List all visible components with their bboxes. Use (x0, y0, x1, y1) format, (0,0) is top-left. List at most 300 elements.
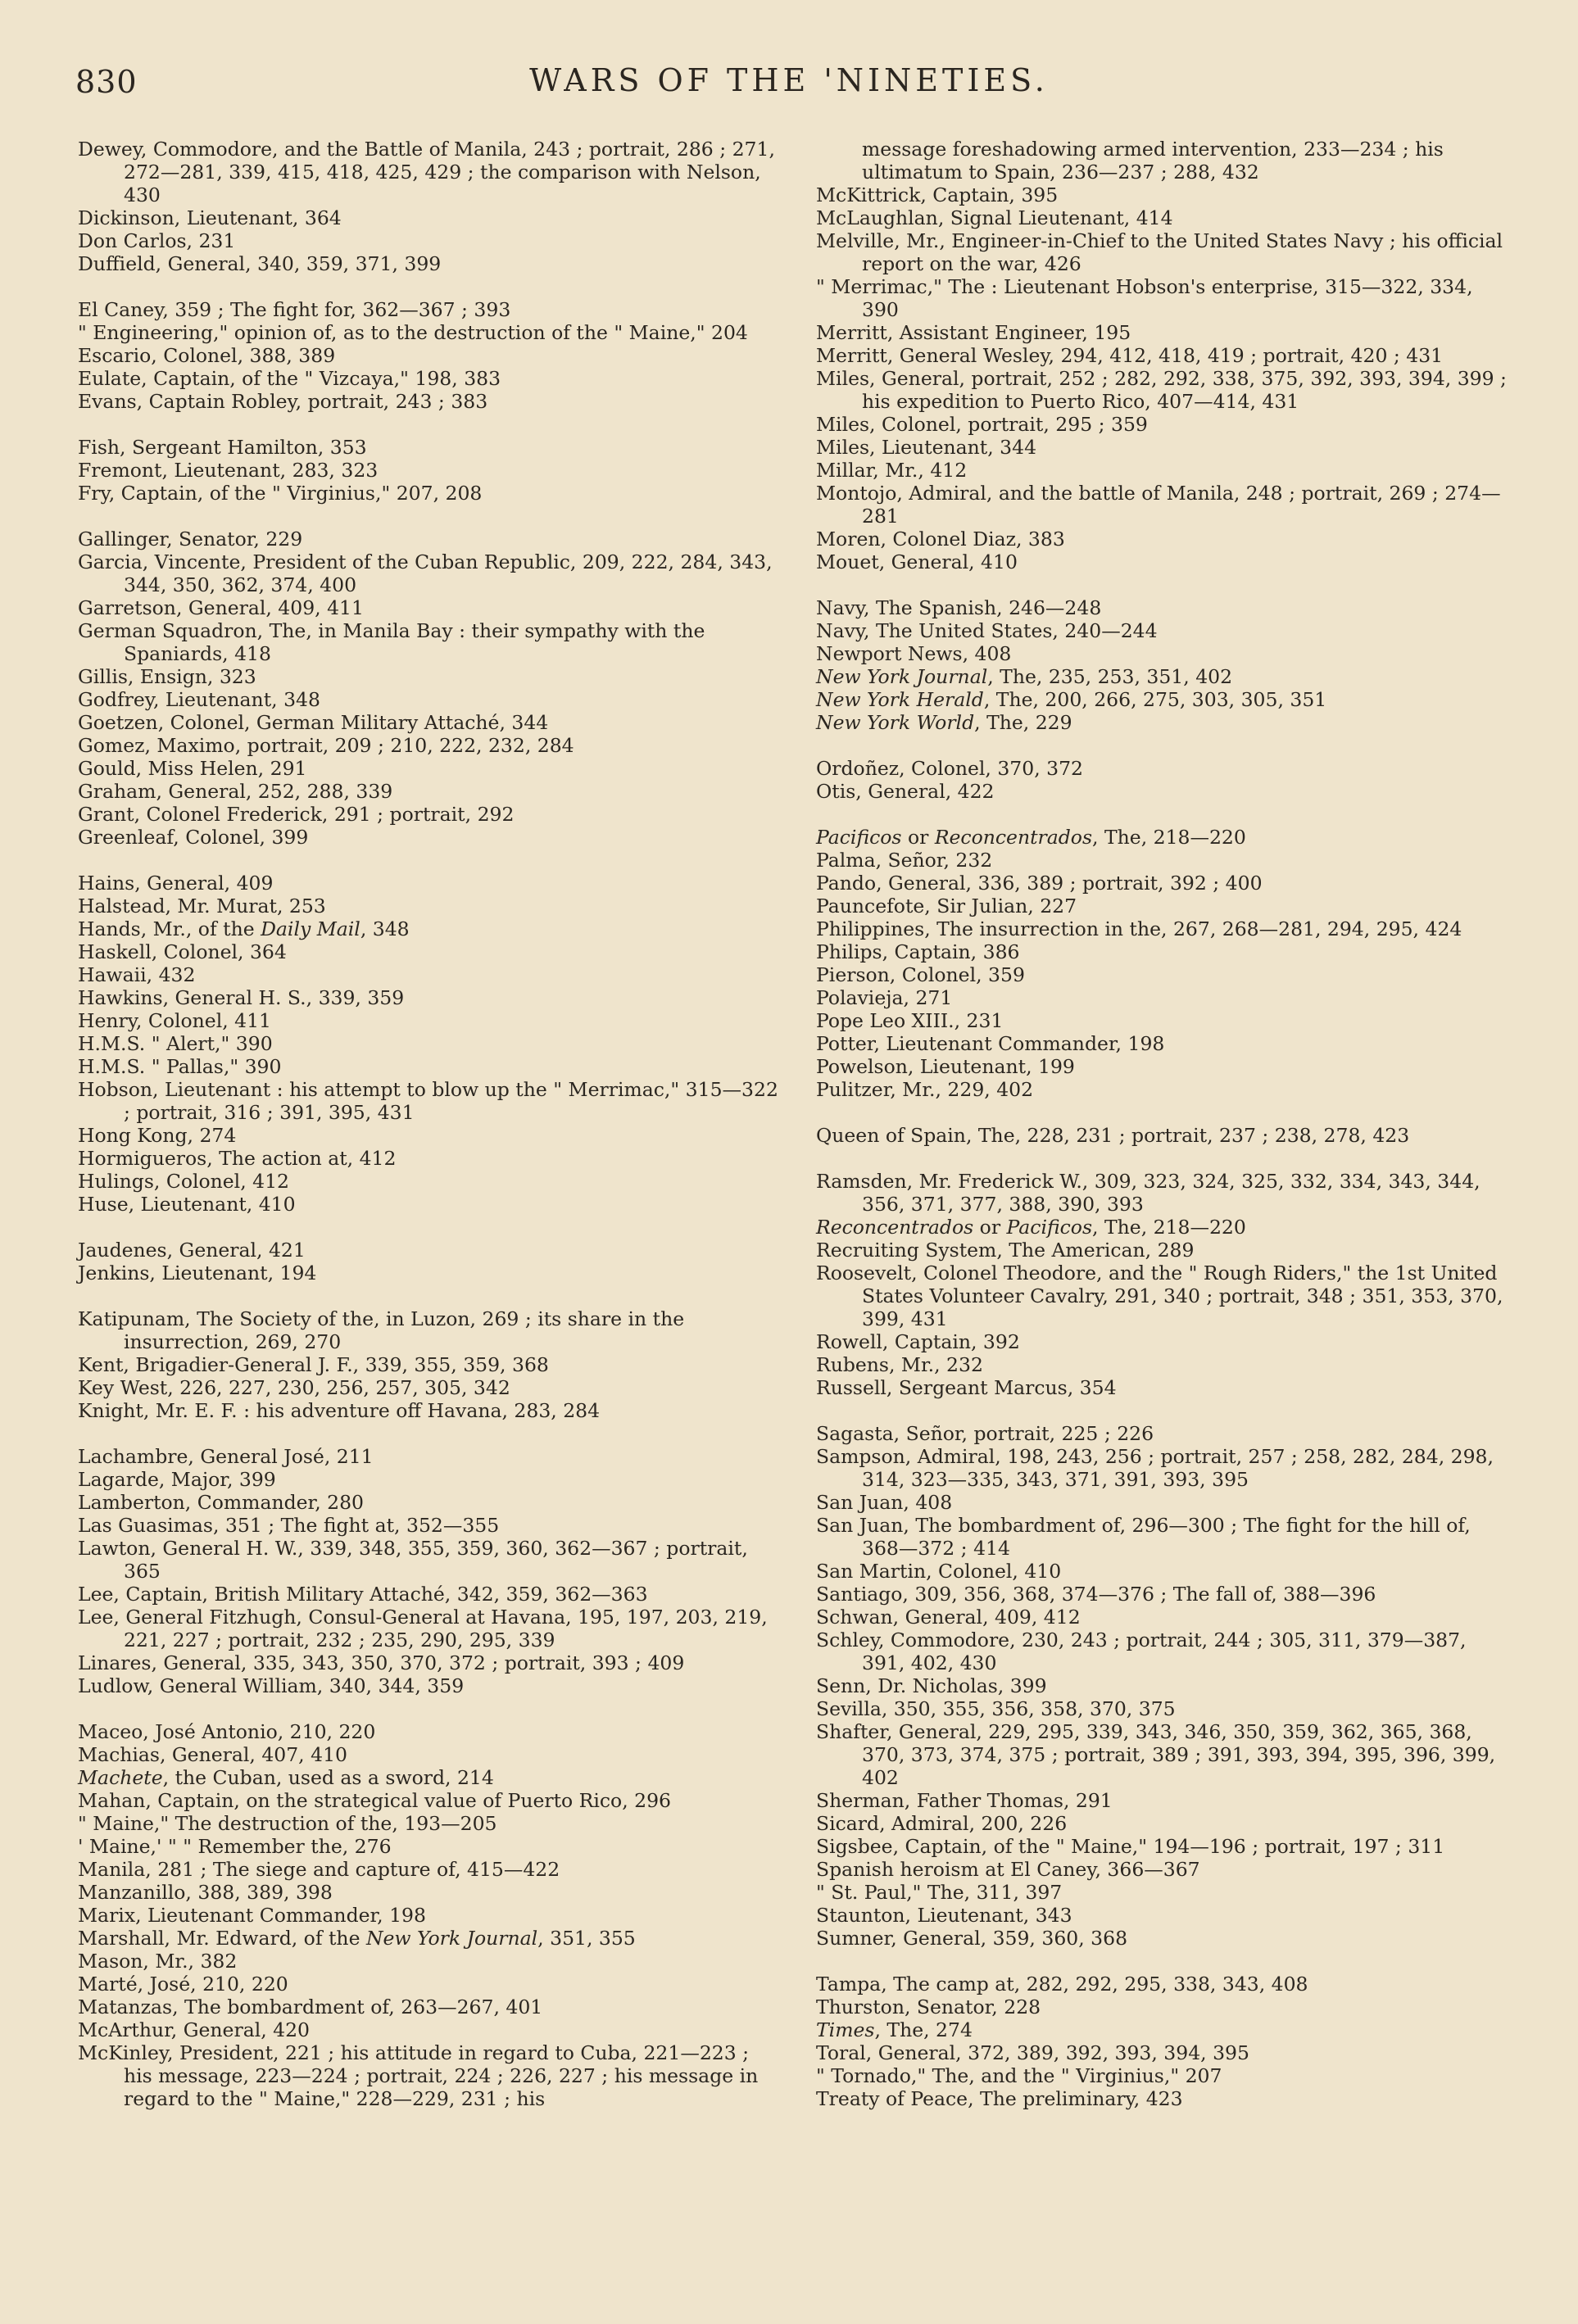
entry-text: Sumner, General, 359, 360, 368 (816, 1927, 1128, 1950)
entry-text: Moren, Colonel Diaz, 383 (816, 528, 1065, 550)
index-entry (78, 1789, 782, 1812)
entry-text: Fish, Sergeant Hamilton, 353 (78, 436, 367, 459)
entry-text: Gould, Miss Helen, 291 (78, 757, 307, 780)
entry-text: Recruiting System, The American, 289 (816, 1239, 1195, 1262)
index-entry (78, 1537, 782, 1583)
entry-italic-title: Machete (78, 1766, 163, 1789)
entry-text-after: , The, 200, 266, 275, 303, 305, 351 (983, 688, 1327, 711)
entry-text: Hong Kong, 274 (78, 1124, 237, 1147)
index-entry (78, 1927, 782, 1950)
index-entry (78, 550, 782, 596)
entry-text: " Tornado," The, and the " Virginius," 207 (816, 2064, 1222, 2087)
entry-text: Toral, General, 372, 389, 392, 393, 394, 395 (816, 2041, 1249, 2064)
entry-text: Evans, Captain Robley, portrait, 243 ; 383 (78, 390, 488, 413)
index-entry (816, 1583, 1511, 1606)
entry-text: Navy, The Spanish, 246—248 (816, 596, 1102, 619)
index-entry (78, 459, 782, 482)
entry-text: Katipunam, The Society of the, in Luzon, 269 ; its share in the insurrection, 269, 270 (78, 1307, 685, 1353)
entry-text: Senn, Dr. Nicholas, 399 (816, 1674, 1047, 1697)
entry-text: Eulate, Captain, of the " Vizcaya," 198, 383 (78, 367, 501, 390)
entry-text: Mason, Mr., 382 (78, 1950, 238, 1973)
index-entry (78, 1468, 782, 1491)
entry-text: Merritt, General Wesley, 294, 412, 418, 419 ; portrait, 420 ; 431 (816, 344, 1444, 367)
index-entry (78, 138, 782, 206)
index-entry (78, 1055, 782, 1078)
entry-text: Las Guasimas, 351 ; The fight at, 352—355 (78, 1514, 500, 1537)
index-entry (816, 596, 1511, 619)
index-entry (78, 963, 782, 986)
index-entry (816, 528, 1511, 550)
section-gap (78, 849, 782, 872)
entry-text: Jenkins, Lieutenant, 194 (78, 1262, 317, 1284)
index-entry (78, 1032, 782, 1055)
entry-text: Marix, Lieutenant Commander, 198 (78, 1904, 426, 1927)
page-number: 830 (75, 64, 138, 100)
index-entry (78, 1491, 782, 1514)
index-entry (816, 1835, 1511, 1858)
index-entry (816, 917, 1511, 940)
entry-text: Treaty of Peace, The preliminary, 423 (816, 2087, 1183, 2110)
index-entry (78, 826, 782, 849)
entry-text: Pando, General, 336, 389 ; portrait, 392 ; 400 (816, 872, 1263, 895)
entry-text: Garretson, General, 409, 411 (78, 596, 364, 619)
entry-text-after: or (973, 1216, 1007, 1239)
index-entry (78, 1583, 782, 1606)
index-entry (78, 1720, 782, 1743)
entry-text: Navy, The United States, 240—244 (816, 619, 1158, 642)
index-entry (816, 963, 1511, 986)
index-entry (816, 1514, 1511, 1560)
entry-text: Mouet, General, 410 (816, 550, 1018, 573)
index-entry (816, 138, 1511, 183)
entry-text: San Juan, The bombardment of, 296—300 ; The fight for the hill of, 368—372 ; 414 (816, 1514, 1471, 1560)
index-entry (816, 1491, 1511, 1514)
entry-italic-title: Daily Mail (261, 917, 360, 940)
entry-text: Hains, General, 409 (78, 872, 274, 895)
index-entry (78, 1009, 782, 1032)
entry-text: Garcia, Vincente, President of the Cuban Republic, 209, 222, 284, 343, 344, 350, 362, 374, 400 (78, 550, 773, 596)
entry-text: Gallinger, Senator, 229 (78, 528, 303, 550)
entry-text: McLaughlan, Signal Lieutenant, 414 (816, 206, 1173, 229)
entry-text: Spanish heroism at El Caney, 366—367 (816, 1858, 1200, 1881)
entry-text: ' Maine,' " " Remember the, 276 (78, 1835, 392, 1858)
entry-text: Marshall, Mr. Edward, of the (78, 1927, 366, 1950)
entry-text: Newport News, 408 (816, 642, 1012, 665)
section-gap (816, 734, 1511, 757)
section-gap (78, 1284, 782, 1307)
index-entry (816, 229, 1511, 275)
index-entry (78, 2041, 782, 2110)
index-entry (816, 1009, 1511, 1032)
entry-text: Sampson, Admiral, 198, 243, 256 ; portrait, 257 ; 258, 282, 284, 298, 314, 323—335, 343, 371, 391, 393, 395 (816, 1445, 1494, 1491)
index-entry (78, 367, 782, 390)
entry-text: McKittrick, Captain, 395 (816, 183, 1059, 206)
entry-text: Rowell, Captain, 392 (816, 1330, 1020, 1353)
entry-text: Knight, Mr. E. F. : his adventure off Havana, 283, 284 (78, 1399, 601, 1422)
entry-text: Lee, General Fitzhugh, Consul-General at Havana, 195, 197, 203, 219, 221, 227 ; portrait, 232 ; 235, 290, 295, 339 (78, 1606, 768, 1651)
section-gap (78, 413, 782, 436)
entry-text: Miles, Lieutenant, 344 (816, 436, 1037, 459)
entry-text: Ordoñez, Colonel, 370, 372 (816, 757, 1083, 780)
index-entry (816, 1858, 1511, 1881)
index-entry (816, 757, 1511, 780)
entry-text: Maceo, José Antonio, 210, 220 (78, 1720, 376, 1743)
index-entry (78, 1124, 782, 1147)
entry-text: Haskell, Colonel, 364 (78, 940, 287, 963)
entry-text: Palma, Señor, 232 (816, 849, 993, 872)
index-entry (816, 1170, 1511, 1216)
index-entry (78, 252, 782, 275)
index-entry (78, 1606, 782, 1651)
entry-text: Powelson, Lieutenant, 199 (816, 1055, 1075, 1078)
index-entry (816, 1055, 1511, 1078)
entry-text: Sagasta, Señor, portrait, 225 ; 226 (816, 1422, 1154, 1445)
index-entry (816, 1973, 1511, 1996)
index-entry (78, 757, 782, 780)
index-entry (816, 550, 1511, 573)
index-entry (78, 780, 782, 803)
index-entry (78, 1307, 782, 1353)
entry-text: Philips, Captain, 386 (816, 940, 1020, 963)
entry-text: Lee, Captain, British Military Attaché, 342, 359, 362—363 (78, 1583, 648, 1606)
index-entry (816, 872, 1511, 895)
entry-text: Lawton, General H. W., 339, 348, 355, 359, 360, 362—367 ; portrait, 365 (78, 1537, 748, 1583)
entry-text: Henry, Colonel, 411 (78, 1009, 272, 1032)
index-entry (816, 1078, 1511, 1101)
index-entry (816, 1812, 1511, 1835)
index-entry (78, 619, 782, 665)
entry-text: Millar, Mr., 412 (816, 459, 968, 482)
entry-text-after: , 351, 355 (537, 1927, 636, 1950)
entry-text: Thurston, Senator, 228 (816, 1996, 1041, 2018)
section-gap (816, 803, 1511, 826)
index-entry (816, 1720, 1511, 1789)
entry-text: Goetzen, Colonel, German Military Attaché, 344 (78, 711, 549, 734)
entry-text: Greenleaf, Colonel, 399 (78, 826, 309, 849)
index-entry (816, 688, 1511, 711)
entry-text: " Merrimac," The : Lieutenant Hobson's enterprise, 315—322, 334, 390 (816, 275, 1473, 321)
index-entry (78, 436, 782, 459)
index-entry (816, 344, 1511, 367)
entry-text: Matanzas, The bombardment of, 263—267, 401 (78, 1996, 543, 2018)
index-entry (816, 482, 1511, 528)
entry-text: Sicard, Admiral, 200, 226 (816, 1812, 1068, 1835)
index-entry (816, 1239, 1511, 1262)
index-entry (816, 1032, 1511, 1055)
index-entry (816, 183, 1511, 206)
index-entry (816, 665, 1511, 688)
index-entry (78, 206, 782, 229)
entry-text: San Martin, Colonel, 410 (816, 1560, 1062, 1583)
section-gap (816, 1399, 1511, 1422)
index-entry (816, 2064, 1511, 2087)
entry-text: Fremont, Lieutenant, 283, 323 (78, 459, 379, 482)
entry-text: Godfrey, Lieutenant, 348 (78, 688, 320, 711)
index-entry (816, 1262, 1511, 1330)
entry-text: Graham, General, 252, 288, 339 (78, 780, 393, 803)
entry-text: Hulings, Colonel, 412 (78, 1170, 289, 1193)
entry-text: Lamberton, Commander, 280 (78, 1491, 364, 1514)
entry-italic-title: Reconcentrados (934, 826, 1093, 849)
index-entry (78, 917, 782, 940)
index-entry (78, 1674, 782, 1697)
index-entry (816, 1697, 1511, 1720)
index-entry (816, 1881, 1511, 1904)
index-entry (78, 895, 782, 917)
index-entry (816, 1560, 1511, 1583)
index-entry (816, 1445, 1511, 1491)
index-entry (78, 688, 782, 711)
entry-text: Queen of Spain, The, 228, 231 ; portrait, 237 ; 238, 278, 423 (816, 1124, 1410, 1147)
entry-text: Rubens, Mr., 232 (816, 1353, 983, 1376)
entry-italic-title: Times (816, 2018, 875, 2041)
section-gap (816, 1950, 1511, 1973)
entry-text: Key West, 226, 227, 230, 256, 257, 305, 342 (78, 1376, 510, 1399)
index-entry (78, 1881, 782, 1904)
section-gap (816, 1101, 1511, 1124)
entry-text: Manzanillo, 388, 389, 398 (78, 1881, 333, 1904)
entry-text: Hobson, Lieutenant : his attempt to blow up the " Merrimac," 315—322 ; portrait, 316 ; 391, 395, 431 (78, 1078, 778, 1124)
entry-text: McKinley, President, 221 ; his attitude in regard to Cuba, 221—223 ; his message, 223—224 ; portrait, 224 ; 226, 227 ; his message in regard to the " Maine," 228—229, 231 ; his (78, 2041, 759, 2110)
index-entry (816, 367, 1511, 413)
entry-text: Hormigueros, The action at, 412 (78, 1147, 397, 1170)
entry-text: Schwan, General, 409, 412 (816, 1606, 1081, 1629)
section-gap (816, 573, 1511, 596)
index-entry (816, 1996, 1511, 2018)
entry-text: McArthur, General, 420 (78, 2018, 311, 2041)
entry-text: Gillis, Ensign, 323 (78, 665, 256, 688)
entry-text: Sigsbee, Captain, of the " Maine," 194—196 ; portrait, 197 ; 311 (816, 1835, 1445, 1858)
entry-text: Sevilla, 350, 355, 356, 358, 370, 375 (816, 1697, 1176, 1720)
entry-italic-title: New York Journal (365, 1927, 538, 1950)
index-entry (78, 390, 782, 413)
index-entry (816, 711, 1511, 734)
index-entry (816, 2018, 1511, 2041)
index-entry (78, 1812, 782, 1835)
entry-text: Polavieja, 271 (816, 986, 953, 1009)
index-entry (78, 321, 782, 344)
entry-text: Roosevelt, Colonel Theodore, and the " Rough Riders," the 1st United States Volunteer Cavalry, 291, 340 ; portrait, 348 ; 351, 353, 370, 399, 431 (816, 1262, 1503, 1330)
index-entry (816, 1330, 1511, 1353)
index-entry (78, 1996, 782, 2018)
entry-text: Gomez, Maximo, portrait, 209 ; 210, 222, 232, 284 (78, 734, 574, 757)
entry-italic-title: New York Herald (816, 688, 984, 711)
index-entry (78, 986, 782, 1009)
index-entry (78, 1858, 782, 1881)
index-entry (78, 1950, 782, 1973)
index-entry (816, 940, 1511, 963)
entry-text: Lagarde, Major, 399 (78, 1468, 276, 1491)
entry-text: Escario, Colonel, 388, 389 (78, 344, 336, 367)
index-entry (816, 1353, 1511, 1376)
entry-text: Schley, Commodore, 230, 243 ; portrait, 244 ; 305, 311, 379—387, 391, 402, 430 (816, 1629, 1467, 1674)
entry-text-after: , the Cuban, used as a sword, 214 (162, 1766, 494, 1789)
entry-text: Dewey, Commodore, and the Battle of Manila, 243 ; portrait, 286 ; 271, 272—281, 339, 415, 418, 425, 429 ; the comparison with Nelson, 430 (78, 138, 775, 206)
entry-text: Otis, General, 422 (816, 780, 995, 803)
index-entry (78, 1651, 782, 1674)
entry-text: Machias, General, 407, 410 (78, 1743, 347, 1766)
entry-text: Hawaii, 432 (78, 963, 196, 986)
index-entry (816, 1216, 1511, 1239)
entry-text-after: , The, 274 (874, 2018, 973, 2041)
index-entry (78, 528, 782, 550)
index-entry (78, 1445, 782, 1468)
entry-text: Kent, Brigadier-General J. F., 339, 355, 359, 368 (78, 1353, 549, 1376)
entry-text: H.M.S. " Alert," 390 (78, 1032, 273, 1055)
entry-text: message foreshadowing armed intervention, 233—234 ; his ultimatum to Spain, 236—237 ; 288, 432 (862, 138, 1444, 183)
index-entry (78, 344, 782, 367)
entry-text: Miles, Colonel, portrait, 295 ; 359 (816, 413, 1148, 436)
entry-text: Ramsden, Mr. Frederick W., 309, 323, 324, 325, 332, 334, 343, 344, 356, 371, 377, 388, 390, 393 (816, 1170, 1481, 1216)
index-entry (816, 895, 1511, 917)
entry-text: Staunton, Lieutenant, 343 (816, 1904, 1072, 1927)
index-entry (816, 413, 1511, 436)
index-entry (78, 229, 782, 252)
entry-text: San Juan, 408 (816, 1491, 953, 1514)
entry-text: Sherman, Father Thomas, 291 (816, 1789, 1113, 1812)
entry-text: " Engineering," opinion of, as to the destruction of the " Maine," 204 (78, 321, 748, 344)
index-column-left (78, 138, 782, 2110)
index-entry (816, 1124, 1511, 1147)
entry-text: German Squadron, The, in Manila Bay : their sympathy with the Spaniards, 418 (78, 619, 705, 665)
index-entry (78, 711, 782, 734)
index-entry (78, 665, 782, 688)
entry-text: Pierson, Colonel, 359 (816, 963, 1025, 986)
index-entry (78, 1835, 782, 1858)
entry-text: Huse, Lieutenant, 410 (78, 1193, 296, 1216)
entry-text: Don Carlos, 231 (78, 229, 236, 252)
index-entry (78, 1514, 782, 1537)
index-entry (78, 1078, 782, 1124)
entry-text-after: , 348 (360, 917, 410, 940)
entry-text: H.M.S. " Pallas," 390 (78, 1055, 282, 1078)
index-entry (816, 1904, 1511, 1927)
entry-text: Duffield, General, 340, 359, 371, 399 (78, 252, 442, 275)
index-entry (816, 1927, 1511, 1950)
index-entry (78, 1399, 782, 1422)
entry-text: Merritt, Assistant Engineer, 195 (816, 321, 1131, 344)
index-entry (816, 1606, 1511, 1629)
index-entry (816, 849, 1511, 872)
section-gap (78, 1216, 782, 1239)
index-entry (78, 1147, 782, 1170)
index-entry (816, 619, 1511, 642)
entry-italic-title: New York World (816, 711, 975, 734)
section-gap (78, 1422, 782, 1445)
entry-text: Marté, José, 210, 220 (78, 1973, 288, 1996)
index-entry (816, 1789, 1511, 1812)
index-entry (78, 1973, 782, 1996)
index-entry (78, 940, 782, 963)
entry-text: Halstead, Mr. Murat, 253 (78, 895, 326, 917)
entry-text: Pope Leo XIII., 231 (816, 1009, 1004, 1032)
entry-text: Montojo, Admiral, and the battle of Manila, 248 ; portrait, 269 ; 274—281 (816, 482, 1501, 528)
index-entry (78, 298, 782, 321)
index-entry (78, 1376, 782, 1399)
entry-text: Santiago, 309, 356, 368, 374—376 ; The fall of, 388—396 (816, 1583, 1376, 1606)
index-entry (816, 321, 1511, 344)
entry-text: Pulitzer, Mr., 229, 402 (816, 1078, 1034, 1101)
entry-text: Tampa, The camp at, 282, 292, 295, 338, 343, 408 (816, 1973, 1308, 1996)
entry-text: Philippines, The insurrection in the, 267, 268—281, 294, 295, 424 (816, 917, 1462, 940)
index-entry (816, 826, 1511, 849)
entry-text-after: , The, 218—220 (1092, 826, 1246, 849)
section-gap (816, 1147, 1511, 1170)
index-entry (816, 986, 1511, 1009)
index-entry (816, 1674, 1511, 1697)
index-entry (78, 482, 782, 505)
entry-text: Potter, Lieutenant Commander, 198 (816, 1032, 1165, 1055)
index-entry (78, 1170, 782, 1193)
entry-text: Jaudenes, General, 421 (78, 1239, 306, 1262)
index-entry (816, 1422, 1511, 1445)
index-entry (78, 1743, 782, 1766)
entry-text: Pauncefote, Sir Julian, 227 (816, 895, 1077, 917)
index-entry (78, 596, 782, 619)
index-entry (78, 2018, 782, 2041)
index-entry (816, 275, 1511, 321)
entry-text: Fry, Captain, of the " Virginius," 207, 208 (78, 482, 483, 505)
entry-text: Melville, Mr., Engineer-in-Chief to the United States Navy ; his official report on the war, 426 (816, 229, 1503, 275)
section-gap (78, 1697, 782, 1720)
index-entry (78, 1239, 782, 1262)
index-entry (78, 803, 782, 826)
entry-italic-title: New York Journal (816, 665, 988, 688)
index-entry (816, 459, 1511, 482)
index-entry (816, 780, 1511, 803)
index-entry (816, 1629, 1511, 1674)
entry-text: Lachambre, General José, 211 (78, 1445, 374, 1468)
section-gap (78, 505, 782, 528)
index-entry (78, 1353, 782, 1376)
entry-text: Linares, General, 335, 343, 350, 370, 372 ; portrait, 393 ; 409 (78, 1651, 685, 1674)
entry-text: Hawkins, General H. S., 339, 359 (78, 986, 405, 1009)
index-entry (816, 642, 1511, 665)
index-entry (816, 2041, 1511, 2064)
entry-text: Russell, Sergeant Marcus, 354 (816, 1376, 1117, 1399)
entry-italic-title: Pacificos (1006, 1216, 1093, 1239)
entry-italic-title: Reconcentrados (816, 1216, 974, 1239)
entry-text-after: , The, 229 (974, 711, 1072, 734)
entry-text-after: or (901, 826, 935, 849)
index-entry (78, 1262, 782, 1284)
entry-text: " St. Paul," The, 311, 397 (816, 1881, 1063, 1904)
index-entry (816, 2087, 1511, 2110)
running-head: WARS OF THE 'NINETIES. (529, 62, 1049, 98)
index-entry (78, 872, 782, 895)
entry-text: Manila, 281 ; The siege and capture of, 415—422 (78, 1858, 560, 1881)
entry-text: El Caney, 359 ; The fight for, 362—367 ; 393 (78, 298, 511, 321)
entry-text: Ludlow, General William, 340, 344, 359 (78, 1674, 465, 1697)
section-gap (78, 275, 782, 298)
entry-text: Dickinson, Lieutenant, 364 (78, 206, 342, 229)
index-column-right (816, 138, 1511, 2110)
index-entry (78, 1193, 782, 1216)
index-entry (78, 1904, 782, 1927)
entry-italic-title: Pacificos (816, 826, 902, 849)
index-entry (816, 1376, 1511, 1399)
entry-text-after: , The, 218—220 (1092, 1216, 1246, 1239)
entry-text: Grant, Colonel Frederick, 291 ; portrait, 292 (78, 803, 515, 826)
entry-text-after: , The, 235, 253, 351, 402 (987, 665, 1233, 688)
index-entry (78, 734, 782, 757)
index-entry (816, 206, 1511, 229)
entry-text: Miles, General, portrait, 252 ; 282, 292, 338, 375, 392, 393, 394, 399 ; his expedition to Puerto Rico, 407—414, 431 (816, 367, 1507, 413)
entry-text: Hands, Mr., of the (78, 917, 261, 940)
index-entry (816, 436, 1511, 459)
entry-text: " Maine," The destruction of the, 193—205 (78, 1812, 497, 1835)
entry-text: Shafter, General, 229, 295, 339, 343, 346, 350, 359, 362, 365, 368, 370, 373, 374, 375 ; portrait, 389 ; 391, 393, 394, 395, 396, 399, 402 (816, 1720, 1496, 1789)
